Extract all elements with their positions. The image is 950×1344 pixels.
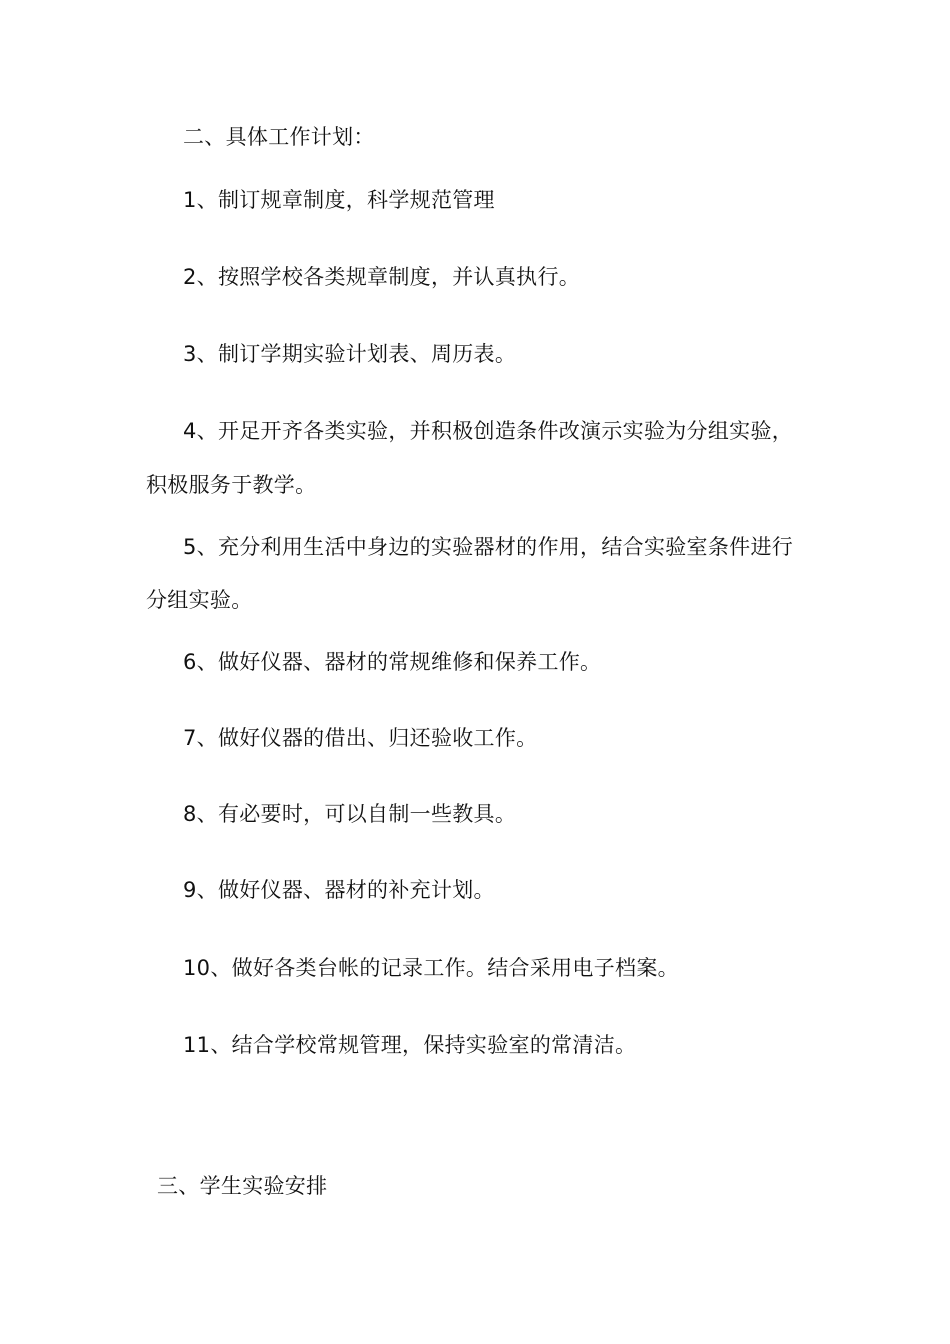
- plan-item-5: 5、充分利用生活中身边的实验器材的作用，结合实验室条件进行: [183, 535, 794, 559]
- plan-item-7: 7、做好仪器的借出、归还验收工作。: [183, 726, 538, 750]
- plan-item-6: 6、做好仪器、器材的常规维修和保养工作。: [183, 650, 602, 674]
- plan-item-1: 1、制订规章制度，科学规范管理: [183, 188, 495, 212]
- plan-item-5-continuation: 分组实验。: [146, 588, 253, 612]
- section-heading-work-plan: 二、具体工作计划：: [183, 125, 375, 149]
- plan-item-11: 11、结合学校常规管理，保持实验室的常清洁。: [183, 1033, 637, 1057]
- section-heading-student-experiments: 三、学生实验安排: [157, 1174, 328, 1198]
- plan-item-2: 2、按照学校各类规章制度，并认真执行。: [183, 265, 581, 289]
- plan-item-4: 4、开足开齐各类实验，并积极创造条件改演示实验为分组实验，: [183, 419, 794, 443]
- plan-item-4-continuation: 积极服务于教学。: [146, 473, 317, 497]
- plan-item-3: 3、制订学期实验计划表、周历表。: [183, 342, 517, 366]
- plan-item-8: 8、有必要时，可以自制一些教具。: [183, 802, 517, 826]
- plan-item-9: 9、做好仪器、器材的补充计划。: [183, 878, 495, 902]
- plan-item-10: 10、做好各类台帐的记录工作。结合采用电子档案。: [183, 956, 679, 980]
